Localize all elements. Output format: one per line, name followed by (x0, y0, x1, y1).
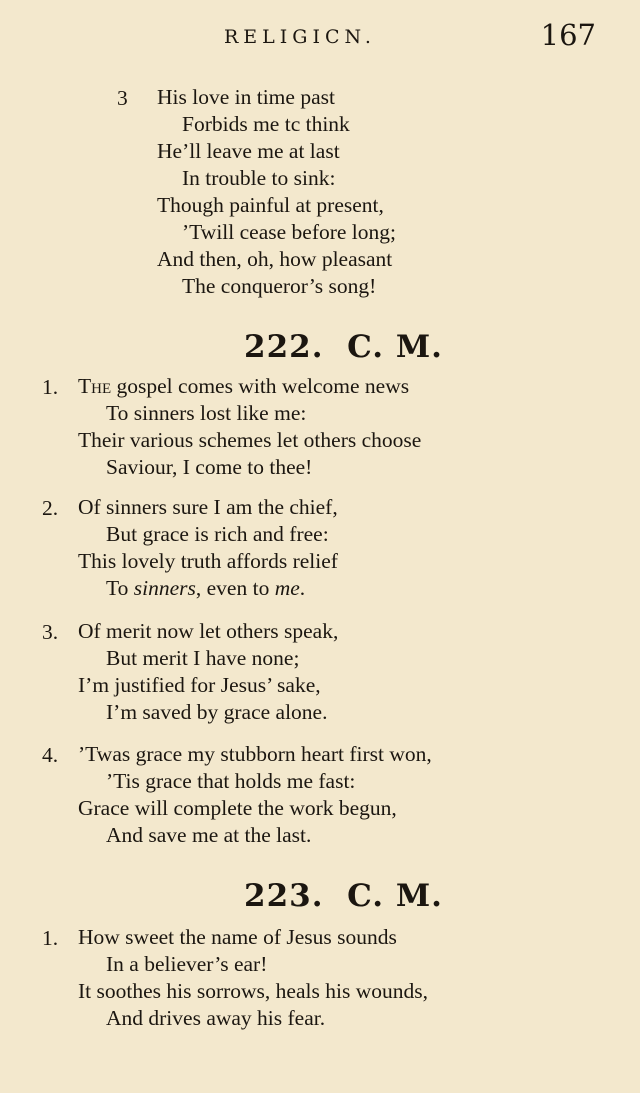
verse-line: ’Tis grace that holds me fast: (106, 769, 356, 793)
stanza-number: 3 (117, 86, 128, 110)
hymn-meter: C. M. (347, 878, 443, 914)
hymn-number: 222. (244, 329, 324, 365)
verse-line: Of sinners sure I am the chief, (78, 495, 338, 519)
stanza-number: 2. (42, 496, 59, 520)
verse-line: ’Twas grace my stubborn heart first won, (78, 742, 432, 766)
verse-line (106, 575, 305, 602)
verse-line: He’ll leave me at last (157, 139, 340, 163)
verse-line: In a believer’s ear! (106, 952, 268, 976)
verse-line: And drives away his fear. (106, 1006, 326, 1030)
line-rest: gospel comes with welcome news (111, 374, 410, 398)
verse-line: To sinners lost like me: (106, 401, 307, 425)
verse-line: Their various schemes let others choose (78, 428, 422, 452)
verse-line: Forbids me tc think (182, 112, 350, 136)
verse-line: It soothes his sorrows, heals his wounds, (78, 979, 428, 1003)
verse-line: I’m saved by grace alone. (106, 700, 328, 724)
verse-line: This lovely truth affords relief (78, 549, 338, 573)
running-head: RELIGICN. (224, 26, 376, 48)
verse-line: And save me at the last. (106, 823, 312, 847)
hymn-number: 223. (244, 878, 324, 914)
verse-line: Saviour, I come to thee! (106, 455, 313, 479)
verse-line: And then, oh, how pleasant (157, 247, 393, 271)
italic-word: sinners (133, 576, 196, 600)
verse-line: Though painful at present, (157, 193, 384, 217)
verse-line: But merit I have none; (106, 646, 300, 670)
line-part: . (299, 576, 306, 600)
verse-line: I’m justified for Jesus’ sake, (78, 673, 321, 697)
italic-word: me (274, 576, 300, 600)
hymn-heading-223 (244, 878, 443, 914)
verse-line: Grace will complete the work begun, (78, 796, 397, 820)
verse-line (78, 373, 409, 400)
stanza-number: 3. (42, 620, 59, 644)
line-part: , even to (195, 576, 275, 600)
page-number: 167 (540, 18, 596, 52)
line-part: To (106, 576, 134, 600)
hymn-heading-222 (244, 329, 443, 365)
hymn-meter: C. M. (347, 329, 443, 365)
verse-line: ’Twill cease before long; (182, 220, 397, 244)
verse-line: The conqueror’s song! (182, 274, 377, 298)
verse-line: His love in time past (157, 85, 335, 109)
verse-line: But grace is rich and free: (106, 522, 329, 546)
stanza-number: 1. (42, 375, 59, 399)
verse-line: In trouble to sink: (182, 166, 336, 190)
verse-line: Of merit now let others speak, (78, 619, 339, 643)
stanza-number: 4. (42, 743, 59, 767)
verse-line: How sweet the name of Jesus sounds (78, 925, 397, 949)
first-word: The (78, 374, 112, 398)
stanza-number: 1. (42, 926, 59, 950)
